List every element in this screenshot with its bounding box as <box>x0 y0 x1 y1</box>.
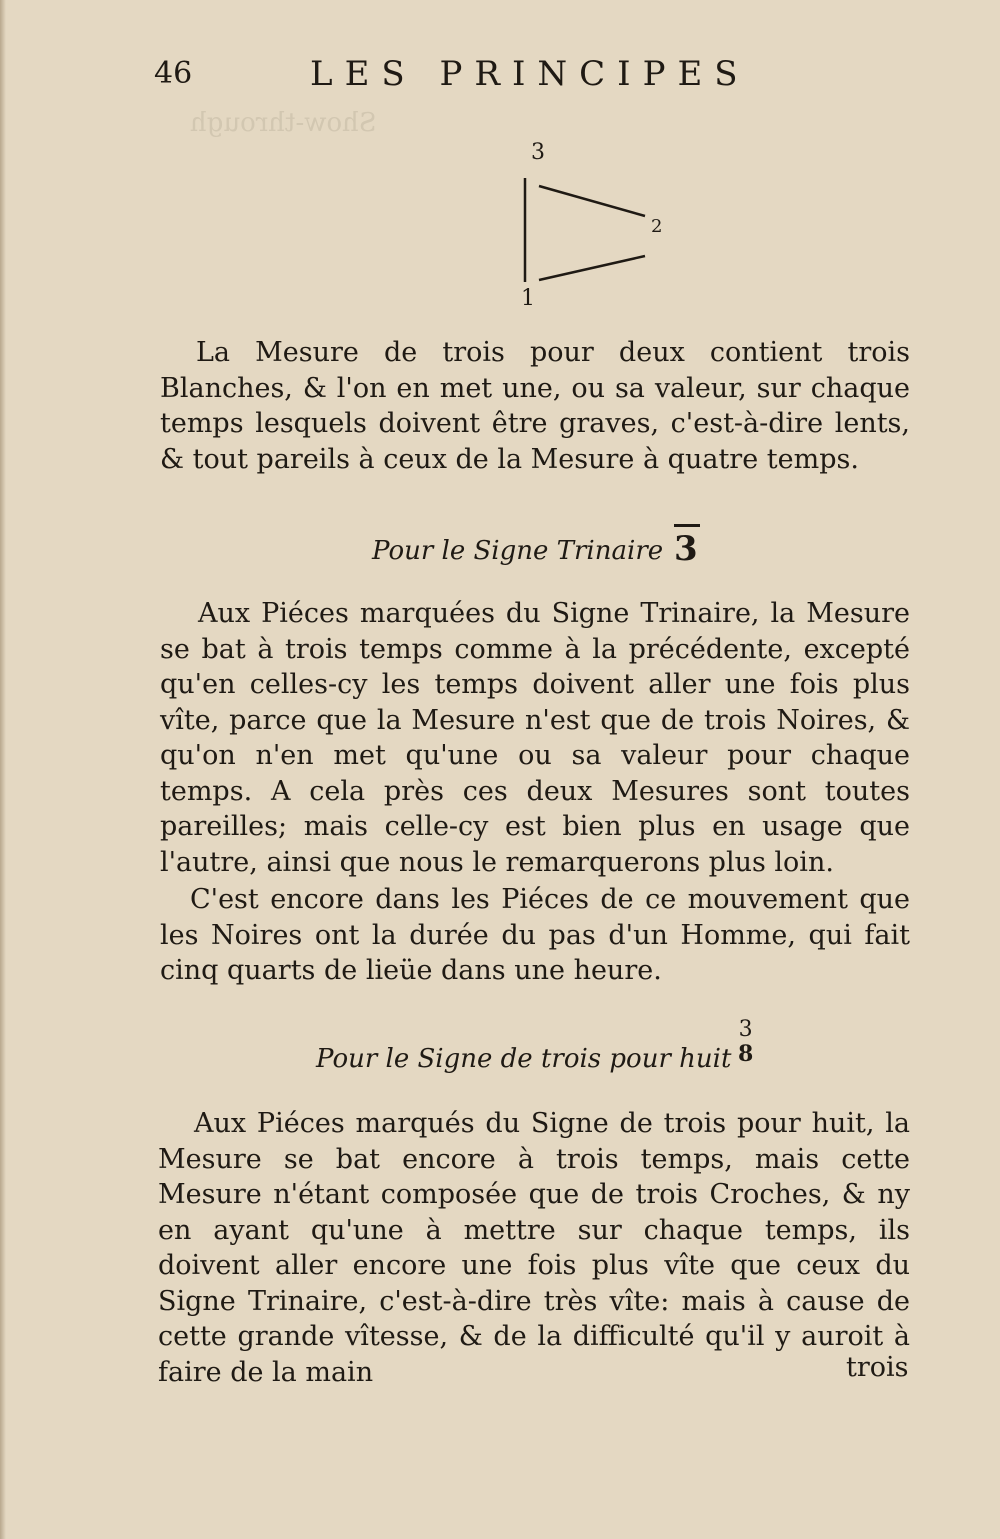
trinaire-sign-digit: 3 <box>674 529 698 569</box>
trois-pour-huit-sign <box>738 1018 753 1066</box>
sign-denominator: 8 <box>738 1041 754 1067</box>
trinaire-sign <box>674 524 700 569</box>
paragraph-signe-trinaire: Aux Piéces marquées du Signe Trinaire, la Mesure se bat à trois temps comme à la précédente, excepté qu'en celles-cy les temps doivent aller une fois plus vîte, parce que la Mesure n'est que de trois Noires, & qu'on n'en met qu'une ou sa valeur pour chaque temps. A cela près ces deux Mesures sont toutes pareilles; mais celle-cy est bien plus en usage que l'autre, ainsi que nous le remarquerons plus loin. <box>160 598 910 878</box>
page-gutter-shadow <box>0 0 6 1539</box>
sign-numerator: 3 <box>738 1017 753 1042</box>
heading-trois-pour-huit: Pour le Signe de trois pour huit <box>316 1044 732 1074</box>
beat-label-1: 1 <box>521 286 535 311</box>
running-title: LES PRINCIPES <box>310 54 750 94</box>
heading-signe-trinaire: Pour le Signe Trinaire <box>372 536 664 566</box>
page-number: 46 <box>154 56 193 91</box>
paragraph-trois-pour-deux: La Mesure de trois pour deux contient trois Blanches, & l'on en met une, ou sa valeur, sur chaque temps lesquels doivent être graves, c'est-à-dire lents, & tout pareils à ceux de la Mesure à quatre temps. <box>160 337 910 475</box>
catchword: trois <box>846 1352 909 1383</box>
beat-label-3: 3 <box>531 140 545 165</box>
paragraph-mouvement: C'est encore dans les Piéces de ce mouvement que les Noires ont la durée du pas d'un Homme, qui fait cinq quarts de lieüe dans une heure. <box>160 884 910 986</box>
beat-label-2: 2 <box>651 216 663 237</box>
paragraph-trois-pour-huit: Aux Piéces marqués du Signe de trois pour huit, la Mesure se bat encore à trois temps, mais cette Mesure n'étant composée que de trois Croches, & ny en ayant qu'une à mettre sur chaque temps, ils doivent aller encore une fois plus vîte que ceux du Signe Trinaire, c'est-à-dire très vîte: mais à cause de cette grande vîtesse, & de la difficulté qu'il y auroit à faire de la main <box>158 1108 910 1388</box>
page-header <box>150 52 850 102</box>
beat-diagram <box>505 140 685 320</box>
trinaire-sign-bar <box>674 524 700 527</box>
beat-upper-diagonal-line <box>539 186 645 216</box>
beat-lower-diagonal-line <box>539 256 645 280</box>
bleed-through-text: Show-through <box>190 108 377 138</box>
